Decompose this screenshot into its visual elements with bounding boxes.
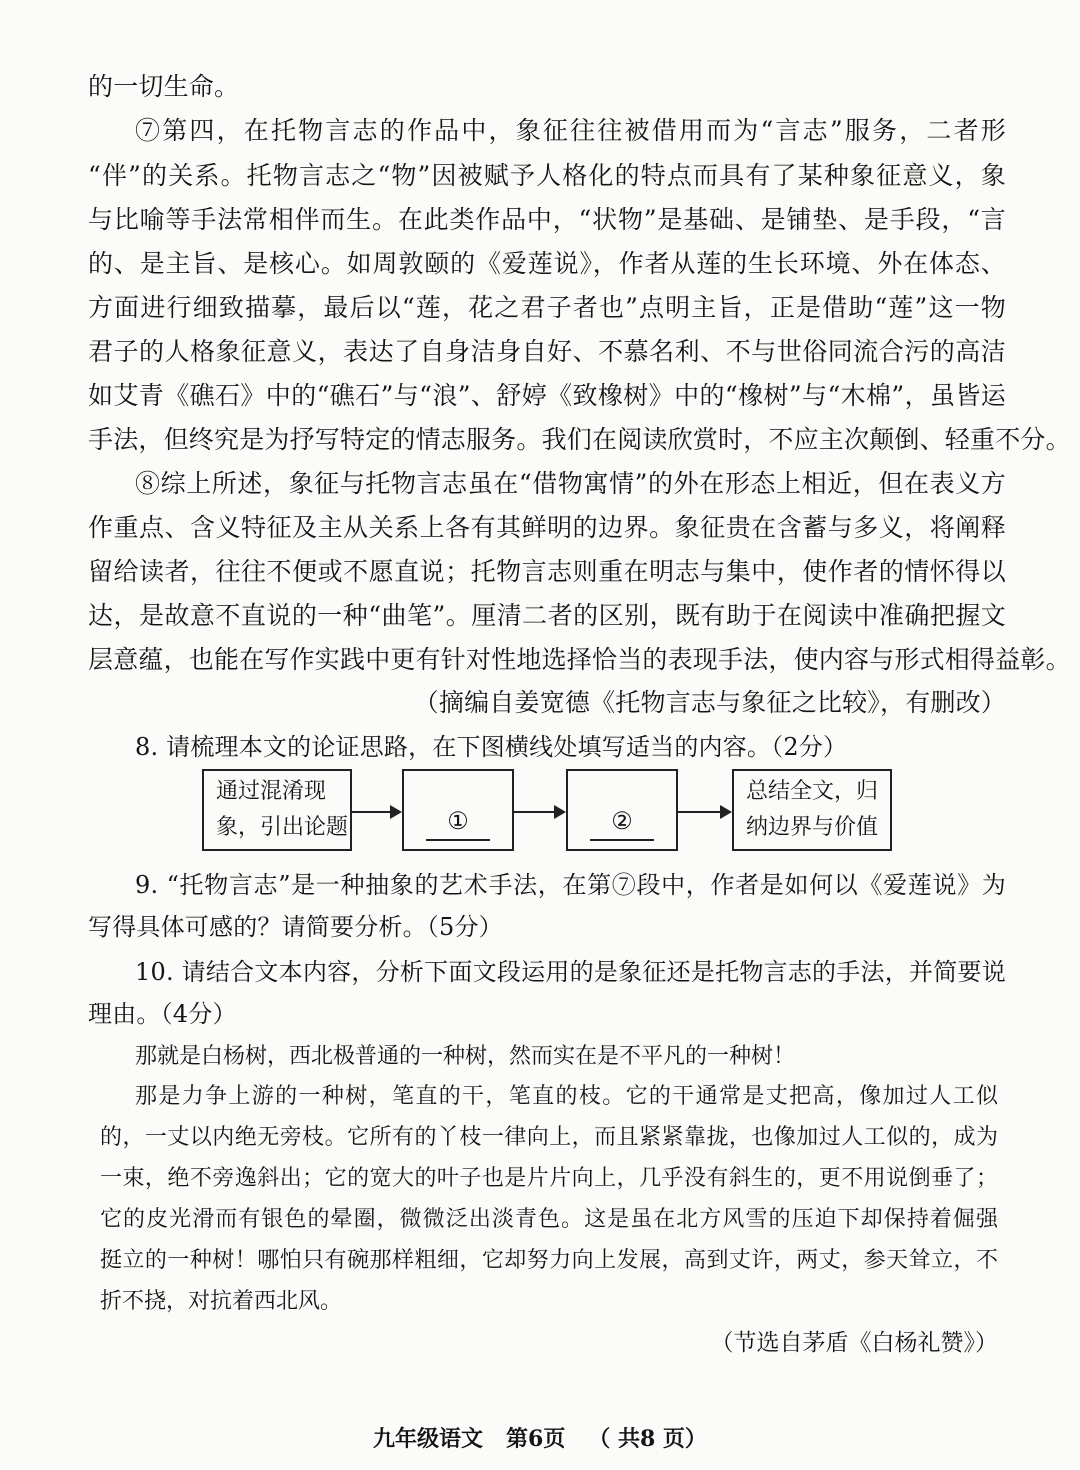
answer-blank-2[interactable]: ② — [590, 803, 654, 841]
excerpt-line: 那就是白杨树，西北极普通的一种树，然而实在是不平凡的一种树！ — [135, 1044, 796, 1069]
passage-line: 手法，但终究是为抒写特定的情志服务。我们在阅读欣赏时，不应主次颠倒、轻重不分。 — [88, 425, 1071, 454]
flow-box-end — [732, 769, 892, 851]
excerpt-line: 挺立的一种树！哪怕只有碗那样粗细，它却努力向上发展，高到丈许，两丈，参天耸立，不 — [100, 1248, 998, 1273]
excerpt-line: 的，一丈以内绝无旁枝。它所有的丫枝一律向上，而且紧紧靠拢，也像加过人工似的，成为 — [100, 1125, 998, 1150]
flow-box-blank-2[interactable] — [566, 769, 678, 851]
excerpt-source: （节选自茅盾《白杨礼赞》） — [710, 1330, 998, 1356]
excerpt-line: 它的皮光滑而有银色的晕圈，微微泛出淡青色。这是虽在北方风雪的压迫下却保持着倔强 — [100, 1207, 998, 1232]
flow-arrow — [514, 811, 564, 813]
passage-line: 如艾青《礁石》中的“礁石”与“浪”、舒婷《致橡树》中的“橡树”与“木棉”，虽皆运 — [88, 381, 1006, 410]
flow-box-start-line: 象，引出论题 — [216, 815, 349, 840]
excerpt-line: 一束，绝不旁逸斜出；它的宽大的叶子也是片片向上，几乎没有斜生的，更不用说倒垂了； — [100, 1166, 998, 1191]
passage-line: 层意蕴，也能在写作实践中更有针对性地选择恰当的表现手法，使内容与形式相得益彰。 — [88, 645, 1071, 674]
excerpt-line: 折不挠，对抗着西北风。 — [100, 1289, 343, 1314]
question-10-line: 理由。（4分） — [88, 1000, 237, 1028]
passage-line: 的、是主旨、是核心。如周敦颐的《爱莲说》，作者从莲的生长环境、外在体态、 — [88, 249, 1006, 278]
page-footer: 九年级语文 第6页 （ 共8 页） — [373, 1426, 707, 1452]
question-10-line: 10. 请结合文本内容，分析下面文段运用的是象征还是托物言志的手法，并简要说 — [135, 958, 1006, 986]
passage-source: （摘编自姜宽德《托物言志与象征之比较》，有删改） — [413, 688, 1006, 717]
question-8-prompt: 8. 请梳理本文的论证思路，在下图横线处填写适当的内容。（2分） — [135, 733, 848, 761]
passage-line: 留给读者，往往不便或不愿直说；托物言志则重在明志与集中，使作者的情怀得以 — [88, 557, 1006, 586]
passage-line: 与比喻等手法常相伴而生。在此类作品中，“状物”是基础、是铺垫、是手段，“言 — [88, 205, 1006, 234]
flow-box-blank-1[interactable] — [402, 769, 514, 851]
flow-arrow — [678, 811, 730, 813]
flow-arrow — [352, 811, 400, 813]
excerpt-line: 那是力争上游的一种树，笔直的干，笔直的枝。它的干通常是丈把高，像加过人工似 — [135, 1084, 998, 1109]
answer-blank-1[interactable]: ① — [426, 803, 490, 841]
flow-box-end-line: 总结全文，归 — [746, 779, 879, 804]
passage-line: 君子的人格象征意义，表达了自身洁身自好、不慕名利、不与世俗同流合污的高洁 — [88, 337, 1006, 366]
passage-line: 达，是故意不直说的一种“曲笔”。厘清二者的区别，既有助于在阅读中准确把握文 — [88, 601, 1006, 630]
passage-line: 的一切生命。 — [88, 72, 240, 101]
question-9-line: 9. “托物言志”是一种抽象的艺术手法，在第⑦段中，作者是如何以《爱莲说》为 — [135, 871, 1006, 899]
flow-box-start-line: 通过混淆现 — [216, 779, 327, 804]
passage-line: ⑧综上所述，象征与托物言志虽在“借物寓情”的外在形态上相近，但在表义方 — [135, 469, 1006, 498]
passage-line: “伴”的关系。托物言志之“物”因被赋予人格化的特点而具有了某种象征意义，象 — [88, 161, 1006, 190]
passage-line: 方面进行细致描摹，最后以“莲，花之君子者也”点明主旨，正是借助“莲”这一物 — [88, 293, 1006, 322]
flow-box-end-line: 纳边界与价值 — [746, 815, 879, 840]
passage-line: 作重点、含义特征及主从关系上各有其鲜明的边界。象征贵在含蓄与多义，将阐释 — [88, 513, 1006, 542]
passage-line: ⑦第四，在托物言志的作品中，象征往往被借用而为“言志”服务，二者形 — [135, 116, 1006, 145]
question-9-line: 写得具体可感的？请简要分析。（5分） — [88, 913, 503, 941]
flow-box-start — [202, 769, 352, 851]
